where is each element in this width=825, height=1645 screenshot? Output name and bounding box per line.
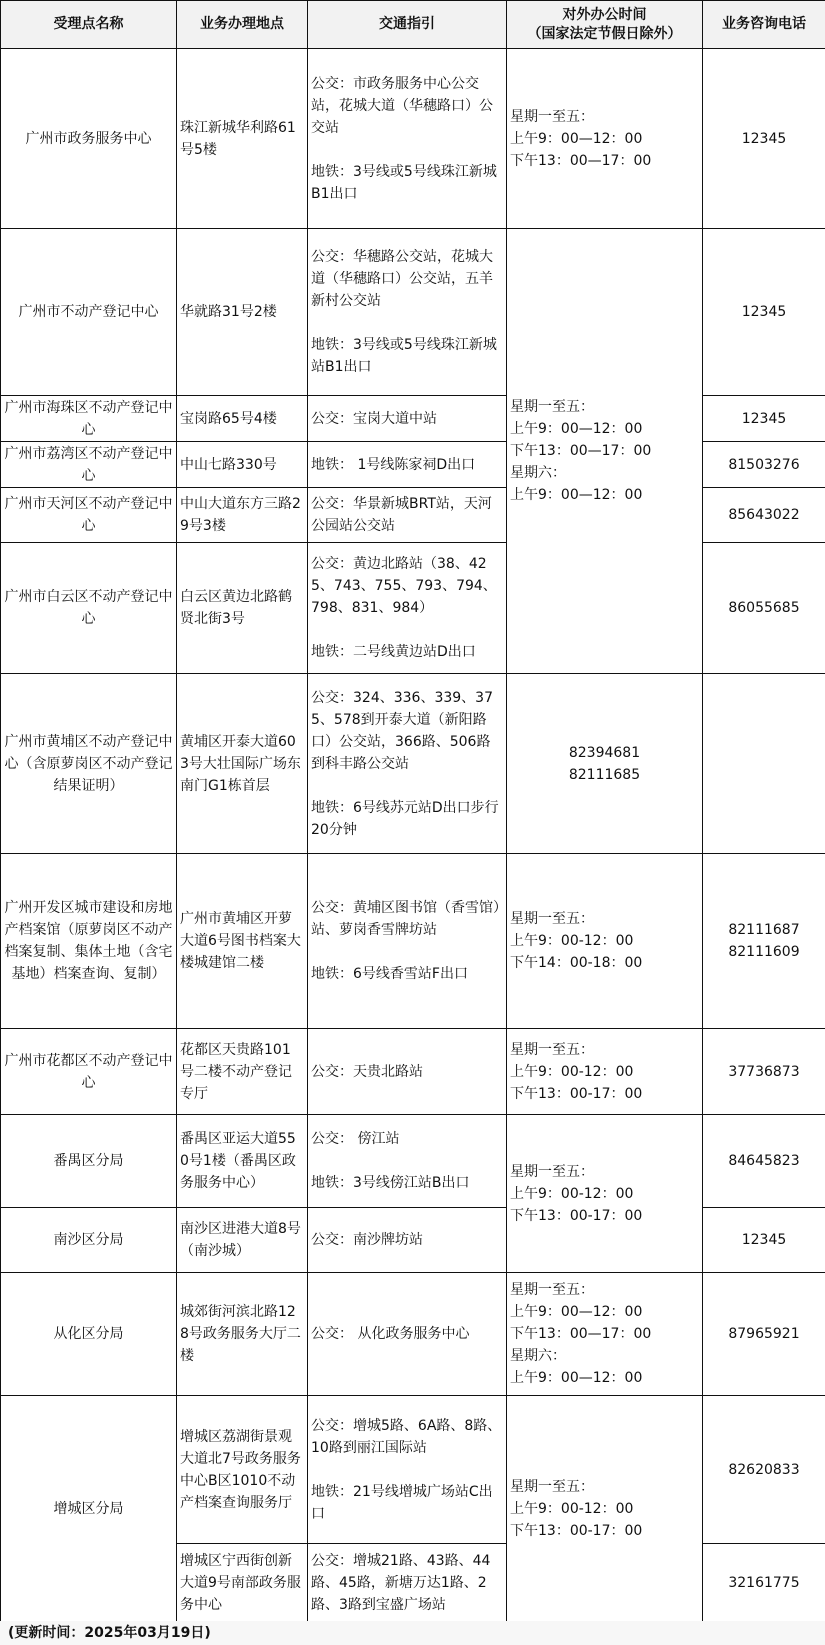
address-cell: 广州市黄埔区开萝大道6号图书档案大楼城建馆二楼 <box>177 854 308 1029</box>
transport-cell: 公交：增城21路、43路、44路、45路，新塘万达1路、2路、3路到宝盛广场站 <box>308 1544 507 1622</box>
header-hours-line1: 对外办公时间 <box>562 6 647 23</box>
name-cell: 南沙区分局 <box>1 1208 177 1273</box>
name-cell: 增城区分局 <box>1 1396 177 1622</box>
name-cell: 广州市花都区不动产登记中心 <box>1 1029 177 1115</box>
hours-line: 上午9：00—12：00 <box>510 1304 643 1320</box>
phone-cell: 12345 <box>703 229 825 396</box>
hours-line: 上午9：00—12：00 <box>510 130 643 147</box>
transport-cell <box>308 674 507 854</box>
hours-line: 星期一至五： <box>510 108 594 125</box>
metro-info: 地铁：3号线或5号线珠江新城B1出口 <box>311 163 497 202</box>
name-cell: 从化区分局 <box>1 1273 177 1396</box>
hours-line: 下午13：00—17：00 <box>510 152 652 169</box>
header-transport: 交通指引 <box>308 1 507 49</box>
phone-number: 82111609 <box>728 944 800 960</box>
phone-number: 82394681 <box>568 744 641 761</box>
hours-line: 下午13：00-17：00 <box>510 1207 643 1224</box>
name-cell: 番禺区分局 <box>1 1115 177 1208</box>
phone-number: 82111687 <box>728 922 800 938</box>
bus-info: 公交：黄埔区图书馆（香雪馆）站、萝岗香雪牌坊站 <box>311 900 500 938</box>
transport-cell: 公交：天贵北路站 <box>308 1029 507 1115</box>
bus-info: 公交：黄边北路站（38、425、743、755、793、794、798、831、984） <box>311 556 497 616</box>
name-cell: 广州市荔湾区不动产登记中心 <box>1 442 177 488</box>
phone-cell: 86055685 <box>703 543 825 674</box>
address-cell: 中山七路330号 <box>177 442 308 488</box>
bus-info: 公交：增城5路、6A路、8路、10路到丽江国际站 <box>311 1417 502 1456</box>
transport-cell: 公交：宝岗大道中站 <box>308 396 507 442</box>
transport-cell <box>308 1396 507 1544</box>
name-cell: 广州市海珠区不动产登记中心 <box>1 396 177 442</box>
hours-line: 上午9：00-12：00 <box>510 1185 634 1202</box>
header-hours <box>507 1 703 49</box>
hours-line: 上午9：00—12：00 <box>510 1370 643 1386</box>
table-row <box>1 674 825 854</box>
hours-line: 星期一至五： <box>510 1478 594 1495</box>
hours-cell <box>507 854 703 1029</box>
phone-cell: 84645823 <box>703 1115 825 1208</box>
phone-cell: 81503276 <box>703 442 825 488</box>
metro-info: 地铁：6号线苏元站D出口步行20分钟 <box>311 799 499 838</box>
phone-cell: 12345 <box>703 49 825 229</box>
phone-cell: 12345 <box>703 396 825 442</box>
hours-line: 星期一至五： <box>510 399 594 415</box>
hours-cell <box>507 1115 703 1273</box>
hours-line: 星期六： <box>510 465 566 481</box>
hours-line: 星期六： <box>510 1348 566 1364</box>
hours-cell <box>507 1396 703 1622</box>
hours-line: 上午9：00-12：00 <box>510 1063 634 1080</box>
address-cell: 华就路31号2楼 <box>177 229 308 396</box>
address-cell: 番禺区亚运大道550号1楼（番禺区政务服务中心） <box>177 1115 308 1208</box>
address-cell: 增城区荔湖街景观大道北7号政务服务中心B区1010不动产档案查询服务厅 <box>177 1396 308 1544</box>
transport-cell <box>308 1115 507 1208</box>
hours-line: 上午9：00—12：00 <box>510 487 643 503</box>
transport-cell <box>308 49 507 229</box>
transport-cell <box>308 543 507 674</box>
update-time-text: (更新时间：2025年03月19日) <box>8 1625 211 1641</box>
address-cell: 白云区黄边北路鹤贤北街3号 <box>177 543 308 674</box>
phone-cell <box>703 854 825 1029</box>
bus-info: 公交：市政务服务中心公交站，花城大道（华穗路口）公交站 <box>311 75 493 136</box>
phone-cell: 85643022 <box>703 488 825 543</box>
hours-cell <box>507 49 703 229</box>
table-row <box>1 1029 825 1115</box>
transport-cell <box>308 229 507 396</box>
header-phone: 业务咨询电话 <box>703 1 825 49</box>
metro-info: 地铁：3号线傍江站B出口 <box>311 1175 470 1191</box>
transport-cell: 地铁： 1号线陈家祠D出口 <box>308 442 507 488</box>
phone-number: 82111685 <box>568 766 641 783</box>
header-hours-line2: （国家法定节假日除外） <box>527 25 682 42</box>
phone-cell: 12345 <box>703 1208 825 1273</box>
transport-cell <box>308 854 507 1029</box>
update-time-footer <box>0 1621 825 1645</box>
metro-info: 地铁：21号线增城广场站C出口 <box>311 1483 493 1522</box>
address-cell: 中山大道东方三路29号3楼 <box>177 488 308 543</box>
hours-line: 星期一至五： <box>510 1163 594 1180</box>
metro-info: 地铁：3号线或5号线珠江新城站B1出口 <box>311 337 497 375</box>
address-cell: 黄埔区开泰大道603号大壮国际广场东南门G1栋首层 <box>177 674 308 854</box>
hours-line: 下午14：00-18：00 <box>510 955 643 971</box>
bus-info: 公交：324、336、339、375、578到开泰大道（新阳路口）公交站，366路、506路到科丰路公交站 <box>311 689 493 772</box>
name-cell: 广州开发区城市建设和房地产档案馆（原萝岗区不动产档案复制、集体土地（含宅基地）档案查询、复制） <box>1 854 177 1029</box>
hours-cell <box>507 1029 703 1115</box>
hours-line: 下午13：00—17：00 <box>510 443 652 459</box>
phone-cell: 87965921 <box>703 1273 825 1396</box>
hours-line: 星期一至五： <box>510 911 594 927</box>
phone-cell: 82620833 <box>703 1396 825 1544</box>
hours-line: 星期一至五： <box>510 1041 594 1058</box>
hours-line: 上午9：00—12：00 <box>510 421 643 437</box>
name-cell: 广州市政务服务中心 <box>1 49 177 229</box>
address-cell: 南沙区进港大道8号（南沙城） <box>177 1208 308 1273</box>
phone-cell: 37736873 <box>703 1029 825 1115</box>
hours-line: 下午13：00-17：00 <box>510 1085 643 1102</box>
address-cell: 城郊街河滨北路128号政务服务大厅二楼 <box>177 1273 308 1396</box>
hours-line: 下午13：00—17：00 <box>510 1326 652 1342</box>
metro-info: 地铁：二号线黄边站D出口 <box>311 644 476 660</box>
phone-cell <box>507 674 703 854</box>
transport-cell: 公交：南沙牌坊站 <box>308 1208 507 1273</box>
metro-info: 地铁：6号线香雪站F出口 <box>311 966 468 982</box>
table-row <box>1 1115 825 1208</box>
hours-line: 上午9：00-12：00 <box>510 933 634 949</box>
header-name: 受理点名称 <box>1 1 177 49</box>
name-cell: 广州市白云区不动产登记中心 <box>1 543 177 674</box>
table-row <box>1 229 825 396</box>
name-cell: 广州市不动产登记中心 <box>1 229 177 396</box>
address-cell: 宝岗路65号4楼 <box>177 396 308 442</box>
address-cell: 增城区宁西街创新大道9号南部政务服务中心 <box>177 1544 308 1622</box>
bus-info: 公交： 傍江站 <box>311 1131 400 1147</box>
hours-cell <box>507 229 703 674</box>
header-address: 业务办理地点 <box>177 1 308 49</box>
hours-line: 上午9：00-12：00 <box>510 1500 634 1517</box>
table-row <box>1 854 825 1029</box>
address-cell: 花都区天贵路101号二楼不动产登记专厅 <box>177 1029 308 1115</box>
hours-cell <box>507 1273 703 1396</box>
name-cell: 广州市黄埔区不动产登记中心（含原萝岗区不动产登记结果证明） <box>1 674 177 854</box>
bus-info: 公交：华穗路公交站，花城大道（华穗路口）公交站，五羊新村公交站 <box>311 249 493 309</box>
name-cell: 广州市天河区不动产登记中心 <box>1 488 177 543</box>
transport-cell: 公交：华景新城BRT站，天河公园站公交站 <box>308 488 507 543</box>
address-cell: 珠江新城华利路61号5楼 <box>177 49 308 229</box>
header-row <box>1 1 825 49</box>
table-row <box>1 1273 825 1396</box>
hours-line: 下午13：00-17：00 <box>510 1522 643 1539</box>
hours-line: 星期一至五： <box>510 1282 594 1298</box>
table-row <box>1 1396 825 1544</box>
transport-cell: 公交： 从化政务服务中心 <box>308 1273 507 1396</box>
phone-cell: 32161775 <box>703 1544 825 1622</box>
table-row <box>1 49 825 229</box>
